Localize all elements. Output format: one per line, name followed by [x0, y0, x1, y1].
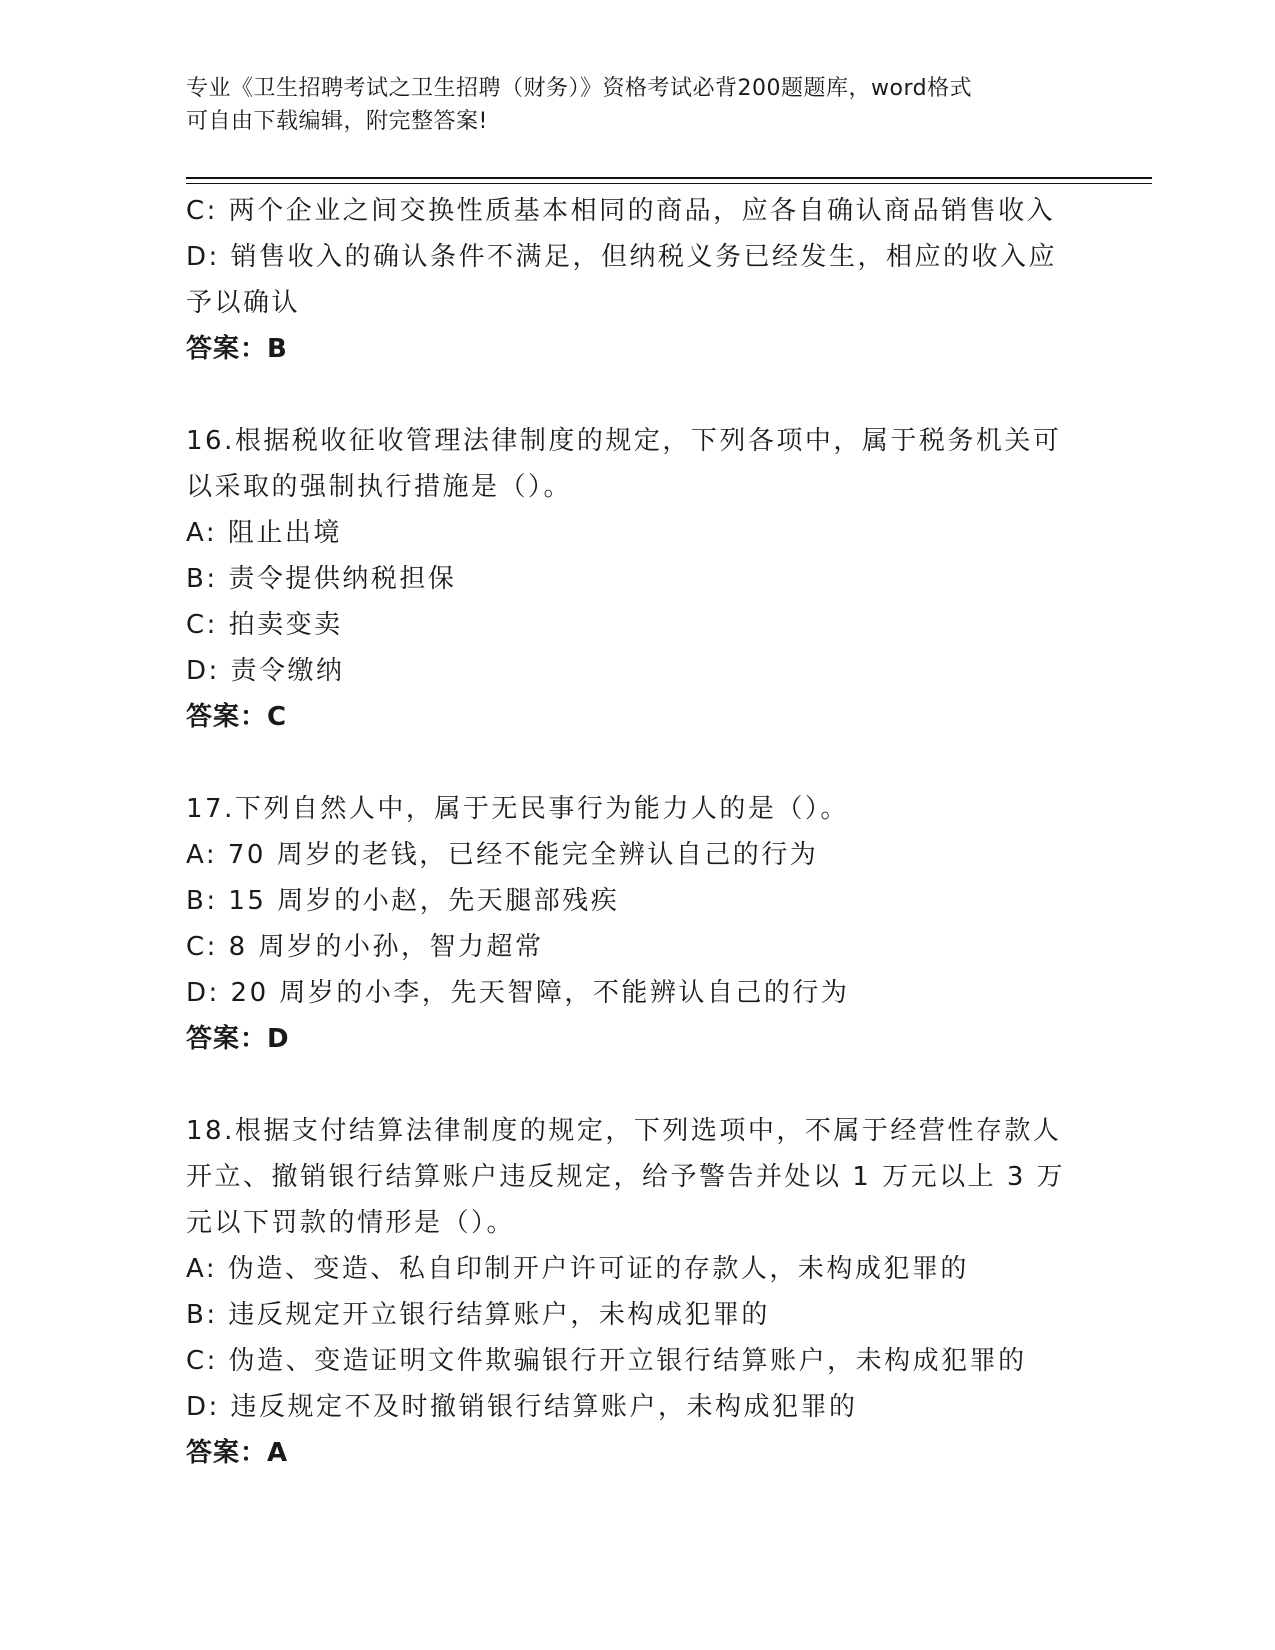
question-stem: 16.根据税收征收管理法律制度的规定，下列各项中，属于税务机关可: [186, 426, 1062, 456]
option-b: B: 15 周岁的小赵，先天腿部残疾: [186, 886, 620, 916]
question-stem: 17.下列自然人中，属于无民事行为能力人的是（）。: [186, 794, 849, 824]
header-line-1: 专业《卫生招聘考试之卫生招聘（财务）》资格考试必背200题题库，word格式: [186, 76, 973, 101]
header-divider-thin: [186, 183, 1152, 184]
spacer: [186, 372, 1086, 418]
page-header: [186, 72, 1066, 138]
answer: 答案：B: [186, 334, 288, 364]
option-b: B: 责令提供纳税担保: [186, 564, 457, 594]
answer: 答案：C: [186, 702, 288, 732]
option-c: C: 8 周岁的小孙，智力超常: [186, 932, 544, 962]
option-b: B: 违反规定开立银行结算账户，未构成犯罪的: [186, 1300, 770, 1330]
option-d: D: 责令缴纳: [186, 656, 345, 686]
question-16-block: [186, 418, 1086, 740]
header-line-2: 可自由下载编辑，附完整答案!: [186, 109, 488, 134]
spacer: [186, 1062, 1086, 1108]
header-divider-thick: [186, 177, 1152, 179]
question-17-block: [186, 786, 1086, 1062]
option-d: D: 20 周岁的小李，先天智障，不能辨认自己的行为: [186, 978, 850, 1008]
question-stem: 18.根据支付结算法律制度的规定，下列选项中，不属于经营性存款人: [186, 1116, 1062, 1146]
answer: 答案：A: [186, 1438, 289, 1468]
option-a: A: 70 周岁的老钱，已经不能完全辨认自己的行为: [186, 840, 819, 870]
spacer: [186, 740, 1086, 786]
option-c: C: 伪造、变造证明文件欺骗银行开立银行结算账户，未构成犯罪的: [186, 1346, 1027, 1376]
question-content: [186, 188, 1086, 1476]
option-d: D: 销售收入的确认条件不满足，但纳税义务已经发生，相应的收入应: [186, 242, 1058, 272]
answer: 答案：D: [186, 1024, 290, 1054]
option-a: A: 阻止出境: [186, 518, 342, 548]
option-d-cont: 予以确认: [186, 288, 301, 318]
option-c: C: 两个企业之间交换性质基本相同的商品，应各自确认商品销售收入: [186, 196, 1056, 226]
option-a: A: 伪造、变造、私自印制开户许可证的存款人，未构成犯罪的: [186, 1254, 969, 1284]
option-c: C: 拍卖变卖: [186, 610, 343, 640]
question-stem-cont: 开立、撤销银行结算账户违反规定，给予警告并处以 1 万元以上 3 万: [186, 1162, 1066, 1192]
prev-question-block: [186, 188, 1086, 372]
question-stem-cont: 以采取的强制执行措施是（）。: [186, 472, 573, 502]
question-stem-cont: 元以下罚款的情形是（）。: [186, 1208, 516, 1238]
question-18-block: [186, 1108, 1086, 1476]
option-d: D: 违反规定不及时撤销银行结算账户，未构成犯罪的: [186, 1392, 858, 1422]
